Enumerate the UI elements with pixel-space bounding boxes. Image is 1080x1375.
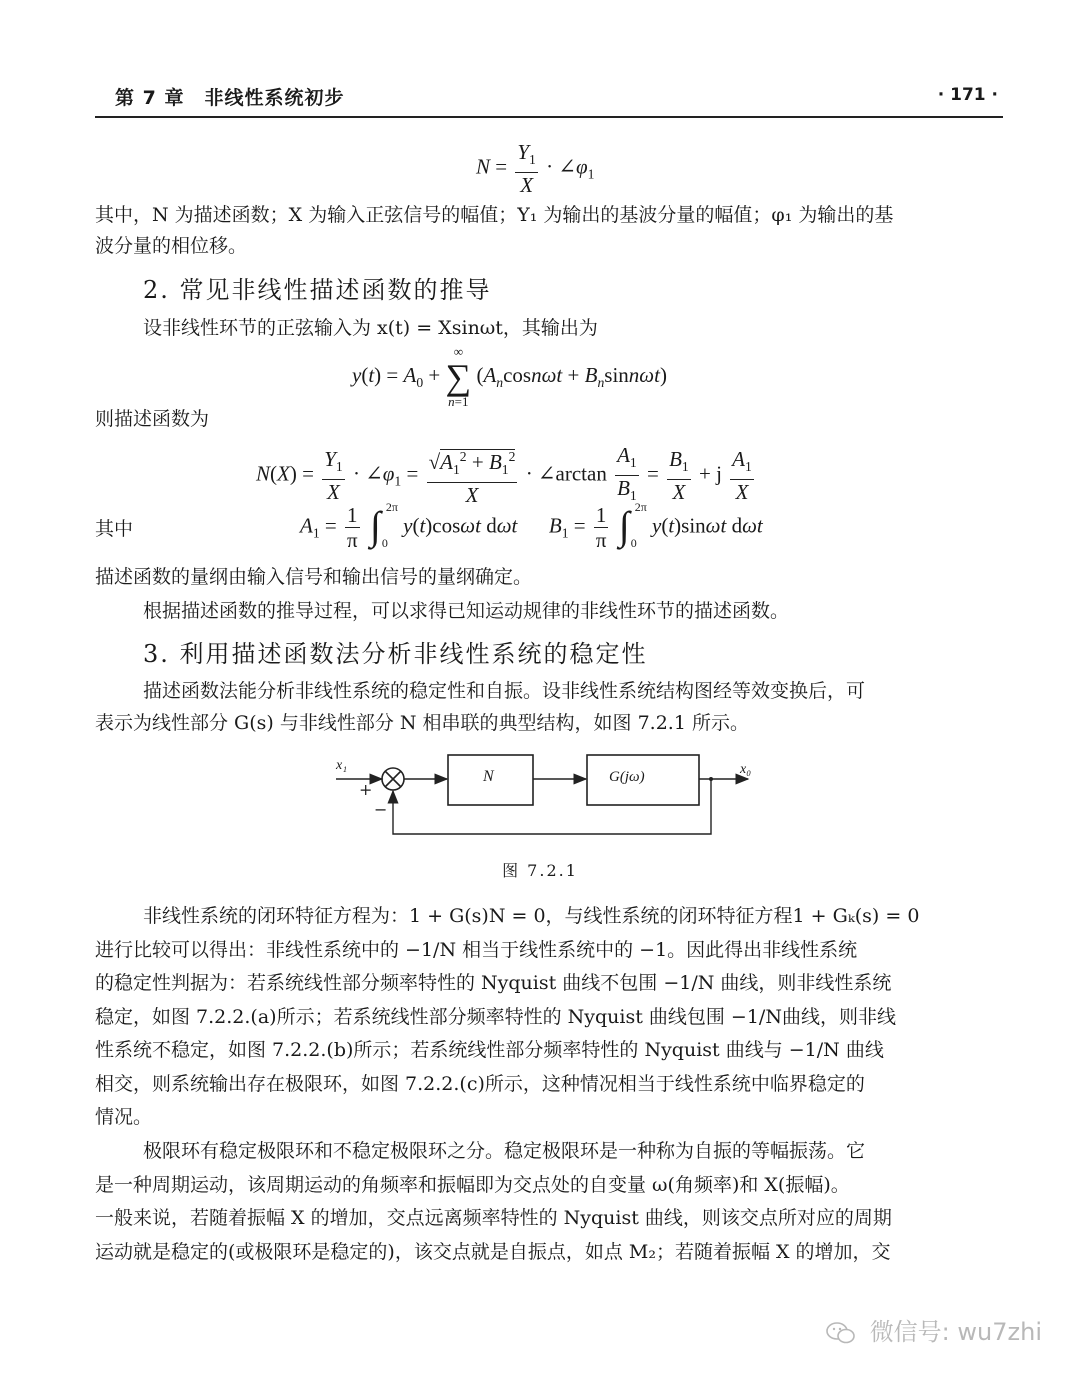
formula-output-series: $y(t) = A_0$ + ∞ ∑ n=1 $(A_n\cos n\omega t + B_n\sin n\omega t)$ [352,344,667,409]
watermark-text: 微信号: wu7zhi [869,1318,1042,1346]
wechat-icon [826,1321,856,1345]
formula-describing-function-expanded: N(X) = $\frac{Y_1}{X}$ · $\angle\varphi_1$ = $\frac{√A_1^2 + B_1^2}{X}$ · ∠arctan $\frac{A_1}{B_1}$ = $\frac{B_1}{X}$ + j $\frac{A_1}{X}$ [256,443,752,507]
text-line-18: 一般来说，若随着振幅 X 的增加，交点远离频率特性的 Nyquist 曲线，则该交点所对应的周期 [95,1207,892,1229]
text-line-9: 非线性系统的闭环特征方程为：1 + G(s)N = 0，与线性系统的闭环特征方程1 + Gₖ(s) = 0 [143,905,920,927]
section-heading-3: 3. 利用描述函数法分析非线性系统的稳定性 [143,640,648,668]
text-line-15: 情况。 [95,1106,153,1128]
block-g-label: G(jω) [609,769,645,785]
figure-caption: 图 7.2.1 [502,861,578,880]
where-label: 其中 [95,518,134,540]
text-line-13: 性系统不稳定，如图 7.2.2.(b)所示；若系统线性部分频率特性的 Nyquist 曲线与 −1/N 曲线 [95,1039,884,1061]
block-diagram [330,752,760,842]
text-line-5: 描述函数的量纲由输入信号和输出信号的量纲确定。 [95,566,533,588]
text-line-8: 表示为线性部分 G(s) 与非线性部分 N 相串联的典型结构，如图 7.2.1 所示。 [95,712,749,734]
block-n-label: N [483,768,494,785]
text-line-3: 设非线性环节的正弦输入为 x(t) = Xsinωt，其输出为 [143,317,598,339]
section-heading-2: 2. 常见非线性描述函数的推导 [143,276,492,304]
text-line-10: 进行比较可以得出：非线性系统中的 −1/N 相当于线性系统中的 −1。因此得出非线性系统 [95,939,858,961]
text-line-6: 根据描述函数的推导过程，可以求得已知运动规律的非线性环节的描述函数。 [143,600,790,622]
chapter-header: 第 7 章 非线性系统初步 [115,87,345,109]
minus-sign: − [374,800,388,819]
page-number: · 171 · [937,85,998,105]
wechat-watermark [826,1312,1042,1347]
input-label: x₁ [336,758,348,773]
text-line-1: 其中，N 为描述函数；X 为输入正弦信号的幅值；Y₁ 为输出的基波分量的幅值；φ₁ 为输出的基 [95,204,894,226]
text-line-14: 相交，则系统输出存在极限环，如图 7.2.2.(c)所示，这种情况相当于线性系统中临界稳定的 [95,1073,865,1095]
output-label: x₀ [740,762,752,777]
text-line-17: 是一种周期运动，该周期运动的角频率和振幅即为交点处的自变量 ω(角频率)和 X(振幅)。 [95,1174,850,1196]
text-line-16: 极限环有稳定极限环和不稳定极限环之分。稳定极限环是一种称为自振的等幅振荡。它 [143,1140,866,1162]
summing-junction [382,768,404,790]
text-line-4: 则描述函数为 [95,408,210,430]
text-line-19: 运动就是稳定的(或极限环是稳定的)，该交点就是自振点，如点 M₂；若随着振幅 X 的增加，交 [95,1241,891,1263]
plus-sign: + [359,780,373,799]
text-line-12: 稳定，如图 7.2.2.(a)所示；若系统线性部分频率特性的 Nyquist 曲线包围 −1/N曲线，则非线 [95,1006,896,1028]
text-line-11: 的稳定性判据为：若系统线性部分频率特性的 Nyquist 曲线不包围 −1/N 曲线，则非线性系统 [95,972,892,994]
text-line-7: 描述函数法能分析非线性系统的稳定性和自振。设非线性系统结构图经等效变换后，可 [143,680,866,702]
header-rule [95,116,1003,118]
formula-describing-function: N = $\frac{Y_1}{X}$ · $\angle\varphi_1$ [476,140,595,198]
text-line-2: 波分量的相位移。 [95,235,248,257]
formula-fourier-coefficients: $A_1$ = $\frac{1}{\pi}$ ∫ 2π 0 y(t)cosωt dωt $B_1$ = $\frac{1}{\pi}$ ∫ 2π 0 y(t)sinωt dωt [300,499,763,552]
